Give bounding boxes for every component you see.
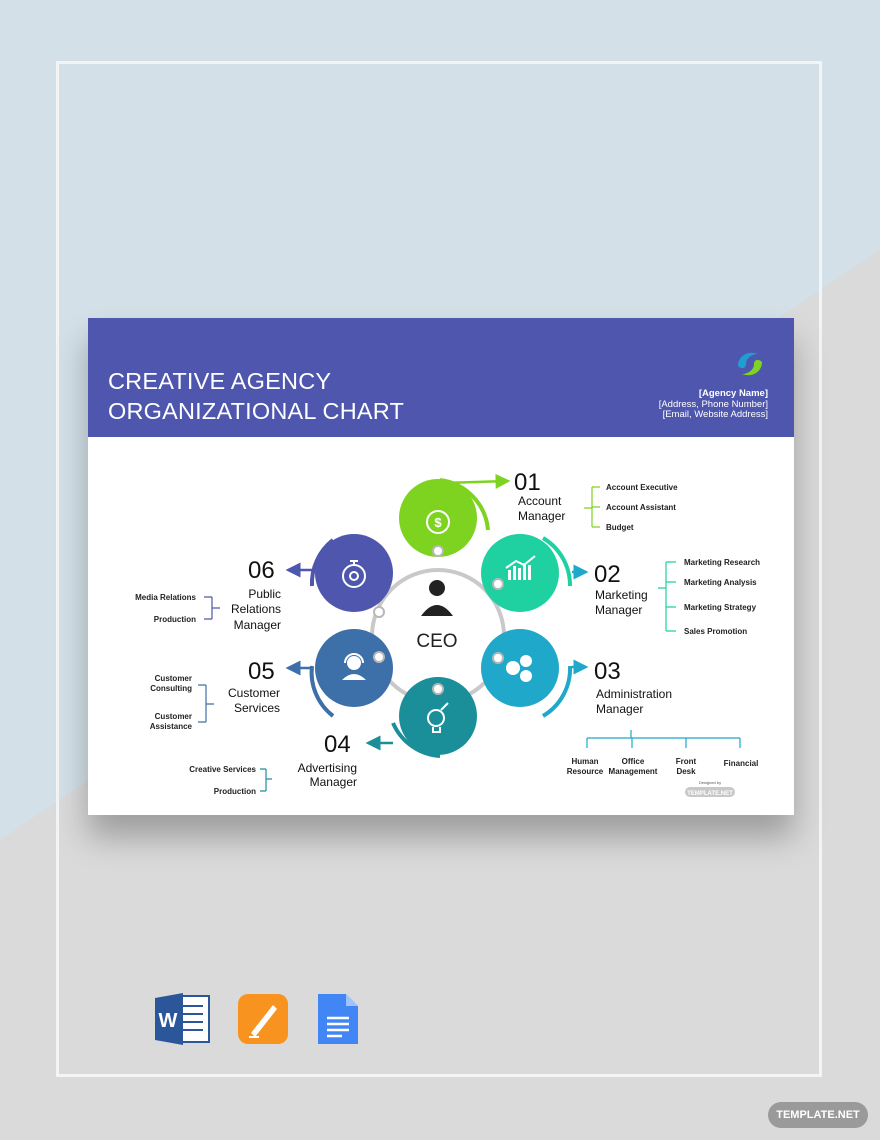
org-chart-card: [88, 318, 794, 815]
node-title-06: Public: [248, 587, 281, 601]
pages-icon[interactable]: [237, 993, 289, 1045]
sub-06-2: Production: [153, 615, 196, 624]
agency-name: [Agency Name]: [698, 388, 768, 399]
sub-03-3a: Front: [675, 757, 697, 766]
bracket-01: [584, 487, 600, 527]
sub-01-2: Account Assistant: [606, 503, 676, 512]
watermark-badge: TEMPLATE.NET: [768, 1102, 868, 1128]
title-line-1: CREATIVE AGENCY: [108, 368, 332, 394]
designed-by-label: Designed by: [698, 780, 722, 785]
node-title-06-line3: Manager: [233, 618, 281, 632]
node-title-02-line2: Manager: [595, 603, 643, 617]
bracket-04: [260, 769, 272, 791]
sub-05-1a: Customer: [154, 674, 192, 683]
node-number-06: 06: [248, 557, 275, 584]
sub-03-1b: Resource: [566, 767, 604, 776]
node-title-04: Advertising: [297, 761, 357, 775]
node-title-01-line2: Manager: [518, 509, 566, 523]
org-diagram: [88, 318, 794, 815]
sub-01-1: Account Executive: [606, 483, 678, 492]
node-circle-05: [312, 629, 393, 716]
sub-02-2: Marketing Analysis: [684, 578, 757, 587]
agency-address: [Address, Phone Number]: [658, 398, 768, 410]
node-title-05: Customer: [227, 686, 280, 700]
bracket-06: [204, 597, 220, 619]
sub-02-3: Marketing Strategy: [684, 603, 757, 612]
ceo-icon: [421, 580, 453, 616]
node-number-04: 04: [324, 731, 351, 758]
sub-03-1a: Human: [571, 757, 599, 766]
ceo-label: CEO: [416, 631, 458, 652]
svg-text:$: $: [434, 515, 442, 530]
node-title-06-line2: Relations: [230, 602, 281, 616]
sub-05-2b: Assistance: [149, 722, 192, 731]
node-number-02: 02: [594, 561, 621, 588]
node-title-02: Marketing: [595, 588, 648, 602]
google-docs-icon[interactable]: [316, 992, 360, 1046]
word-icon[interactable]: [153, 992, 211, 1046]
node-number-05: 05: [248, 658, 275, 685]
sub-06-1: Media Relations: [135, 593, 196, 602]
svg-text:W: W: [158, 1010, 178, 1032]
sub-03-4: Financial: [723, 759, 759, 768]
node-title-03: Administration: [596, 687, 673, 701]
sub-03-2a: Office: [621, 757, 645, 766]
sub-03-2b: Management: [608, 767, 658, 776]
bracket-03: [587, 730, 740, 748]
sub-04-2: Production: [213, 787, 256, 796]
node-number-03: 03: [594, 658, 621, 685]
title-line-2: ORGANIZATIONAL CHART: [108, 398, 405, 424]
sub-02-4: Sales Promotion: [684, 627, 748, 636]
sub-05-1b: Consulting: [150, 684, 192, 693]
sub-04-1: Creative Services: [189, 765, 256, 774]
node-circle-01: [399, 479, 488, 557]
credit-brand: TEMPLATE.NET: [687, 791, 733, 797]
node-title-04-line2: Manager: [309, 775, 357, 789]
bracket-02: [658, 562, 676, 631]
sub-05-2a: Customer: [154, 712, 192, 721]
node-number-01: 01: [514, 469, 541, 496]
sub-03-3b: Desk: [676, 767, 696, 776]
node-title-03-line2: Manager: [596, 702, 644, 716]
agency-contact: [Email, Website Address]: [662, 409, 768, 420]
node-title-01: Account: [518, 494, 562, 508]
node-title-05-line2: Services: [233, 701, 280, 715]
bracket-05: [198, 685, 214, 722]
sub-02-1: Marketing Research: [684, 558, 761, 567]
sub-01-3: Budget: [606, 523, 634, 532]
